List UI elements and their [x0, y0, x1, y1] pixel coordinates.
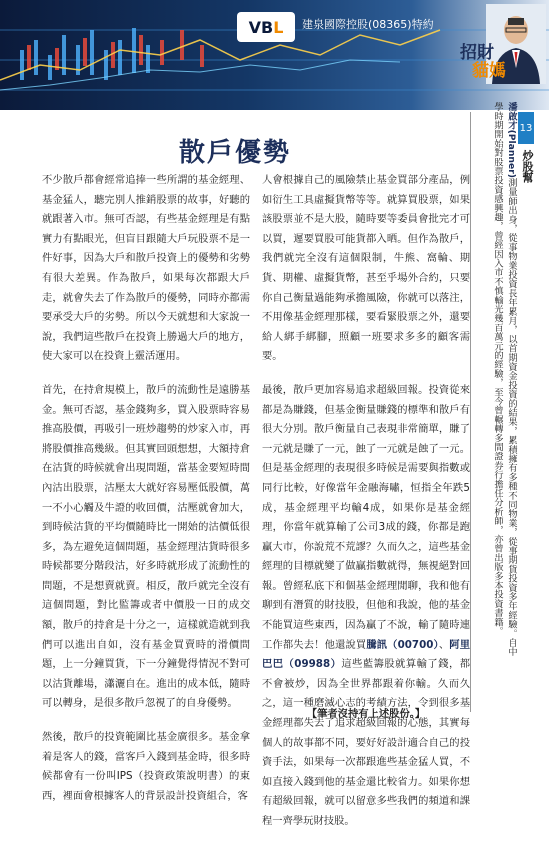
- article-headline: 散戶優勢: [178, 138, 291, 168]
- stock-tencent: 騰訊（00700）: [366, 638, 439, 651]
- paragraph-text: 這些藍籌股就算輸了錢，都不會被炒，因為全世界都跟着你輸。久而久之，這一種磨滅心志的考績方法，令到很多基金經理都失去了追求超級回報的心態，其實每個人的故事都不同，要好好設計適合自己的投資手法，如果每一次都跟進些基金猛人買，不如直接入錢到他的基金還比較省力。如果你想有超級回報，就可以留意多些我們的頻道和課程一齊學玩財技股。: [262, 658, 471, 827]
- logo-text-main: VB: [248, 17, 274, 37]
- stock-alibaba: 阿里巴巴（09988）: [262, 638, 471, 671]
- article-column-2: [262, 171, 470, 846]
- author-bio: [474, 102, 518, 662]
- paragraph: 然後，散戶的投資範圍比基金廣很多。基金拿着是客人的錢，當客戶入錢到基金時，很多時候都會有一份叫IPS（投資政策說明書）的東西，裡面會根據客人的背景設計投資組合，客: [42, 731, 250, 802]
- stock-joiner: 、: [438, 638, 450, 651]
- paragraph: [262, 381, 470, 832]
- vbl-logo: [237, 12, 295, 42]
- sidebar-divider: [470, 112, 471, 712]
- article-column-1: [42, 171, 250, 820]
- paragraph: 人會根據自己的風險禁止基金買部分產品，例如衍生工具虛擬貨幣等等。就算買股票，如果該股票並不是大股，隨時要等委員會批完才可以買，遲要買股可能貨都入晒。但作為散戶，我們就完全沒有這個限制，牛熊、窩輪、期貨、期權、虛擬貨幣，甚至乎場外合約，只要你自己衡量過能夠承擔風險，你就可以落注，不用像基金經理那樣，要看緊股票之外，還要給人綁手綁腳，照顧一班要求多多的顧客需要。: [262, 174, 470, 363]
- author-bio-text: 測量師出身，從事物業投資長年累月，以首期資金投資的結果，累積擁有多種不同物業，從事期貨投資多年經驗。自中學時期開始對股票投資感興趣，曾經因入市不慎輸光幾百萬元的經驗，至今曾輾轉多間證券行擔任分析師，亦曾出版多本投資書籍。: [492, 102, 517, 657]
- column-name: 炒股幫: [521, 150, 534, 183]
- paragraph: 不少散戶都會經常追捧一些所謂的基金經理、基金猛人，聽完別人推銷股票的故事，好聽的就跟著入市。無可否認，有些基金經理是有點實力有點眼光，但盲目跟隨大戶玩股票不是一件好事，因為大戶和散戶投資上的優勢和劣勢有很大差異。作為散戶，如果每次都跟大戶走，就會失去了作為散戶的優勢，同時亦都需要承受大戶的劣勢。所以今天就想和大家說一說，我們這些散戶在投資上勝過大戶的地方，使大家可以在投資上靈活運用。: [42, 174, 250, 363]
- header-banner: [0, 0, 549, 110]
- sponsor-text: 建泉國際控股(08365)特約: [302, 18, 434, 31]
- column-title: [460, 44, 506, 80]
- column-title-line2: 貓媽: [472, 61, 506, 81]
- disclaimer: 【筆者沒持有上述股份。】: [306, 708, 426, 720]
- paragraph-text: 最後，散戶更加容易追求超級回報。投資從來都是為賺錢，但基金衡量賺錢的標準和散戶有很大分別。散戶衡量自己表現非常簡單，賺了一元就是賺了一元，蝕了一元就是蝕了一元。但是基金經理的表現很多時候是需要與指數或同行比較，好像當年金融海嘯，恒指全年跌5成，基金經理平均輸4成，如果你是基金經理，你當年就算輸了公司3成的錢，你都是跑贏大市，你說荒不荒謬？久而久之，這些基金經理的目標就變了做贏指數就得，無視絕對回報。曾經私底下和個基金經理閒聊，我和他有聊到有潛質的財技股，但他和我說，他的基金不能買這些東西，因為贏了不說，輸了隨時連工作都失去！他還說買: [262, 383, 470, 651]
- page-number: 13: [518, 112, 534, 144]
- author-name: 潘啟才(Planner): [506, 102, 517, 178]
- logo-text-accent: L: [273, 17, 284, 37]
- paragraph: 首先，在持倉規模上，散戶的流動性是遠勝基金。無可否認，基金錢夠多，買入股票時容易推高股價，再吸引一班炒趨勢的炒家入市，再將股價推高幾級。但其實回頭想想，大額持倉在沽貨的時候就會出現問題，當基金要短時間內沽出股票，沽壓太大就好容易壓低股價，萬一不小心觸及牛證的收回價，沽壓就會加大，到時候沽貨的平均價隨時比一開始的沽價低很多，為左避免這個問題，基金經理沽貨時很多時候都要分階段沽，好多時就形成了流動性的問題，不是想賣就賣。相反，散戶就完全沒有這個問題，對比監籌或者中價股一日的成交額，散戶的持倉是十分之一，這樣就造就到我們可以進出自如，沒有基金買賣時的滑價問題，上一分鐘買貨，下一分鐘覺得情況不對可以沽貨離場，瀟灑自在。進出的成本低，隨時可以轉身，是很多散戶忽視了的自身優勢。: [42, 383, 250, 710]
- column-title-line1: 招財: [460, 43, 494, 63]
